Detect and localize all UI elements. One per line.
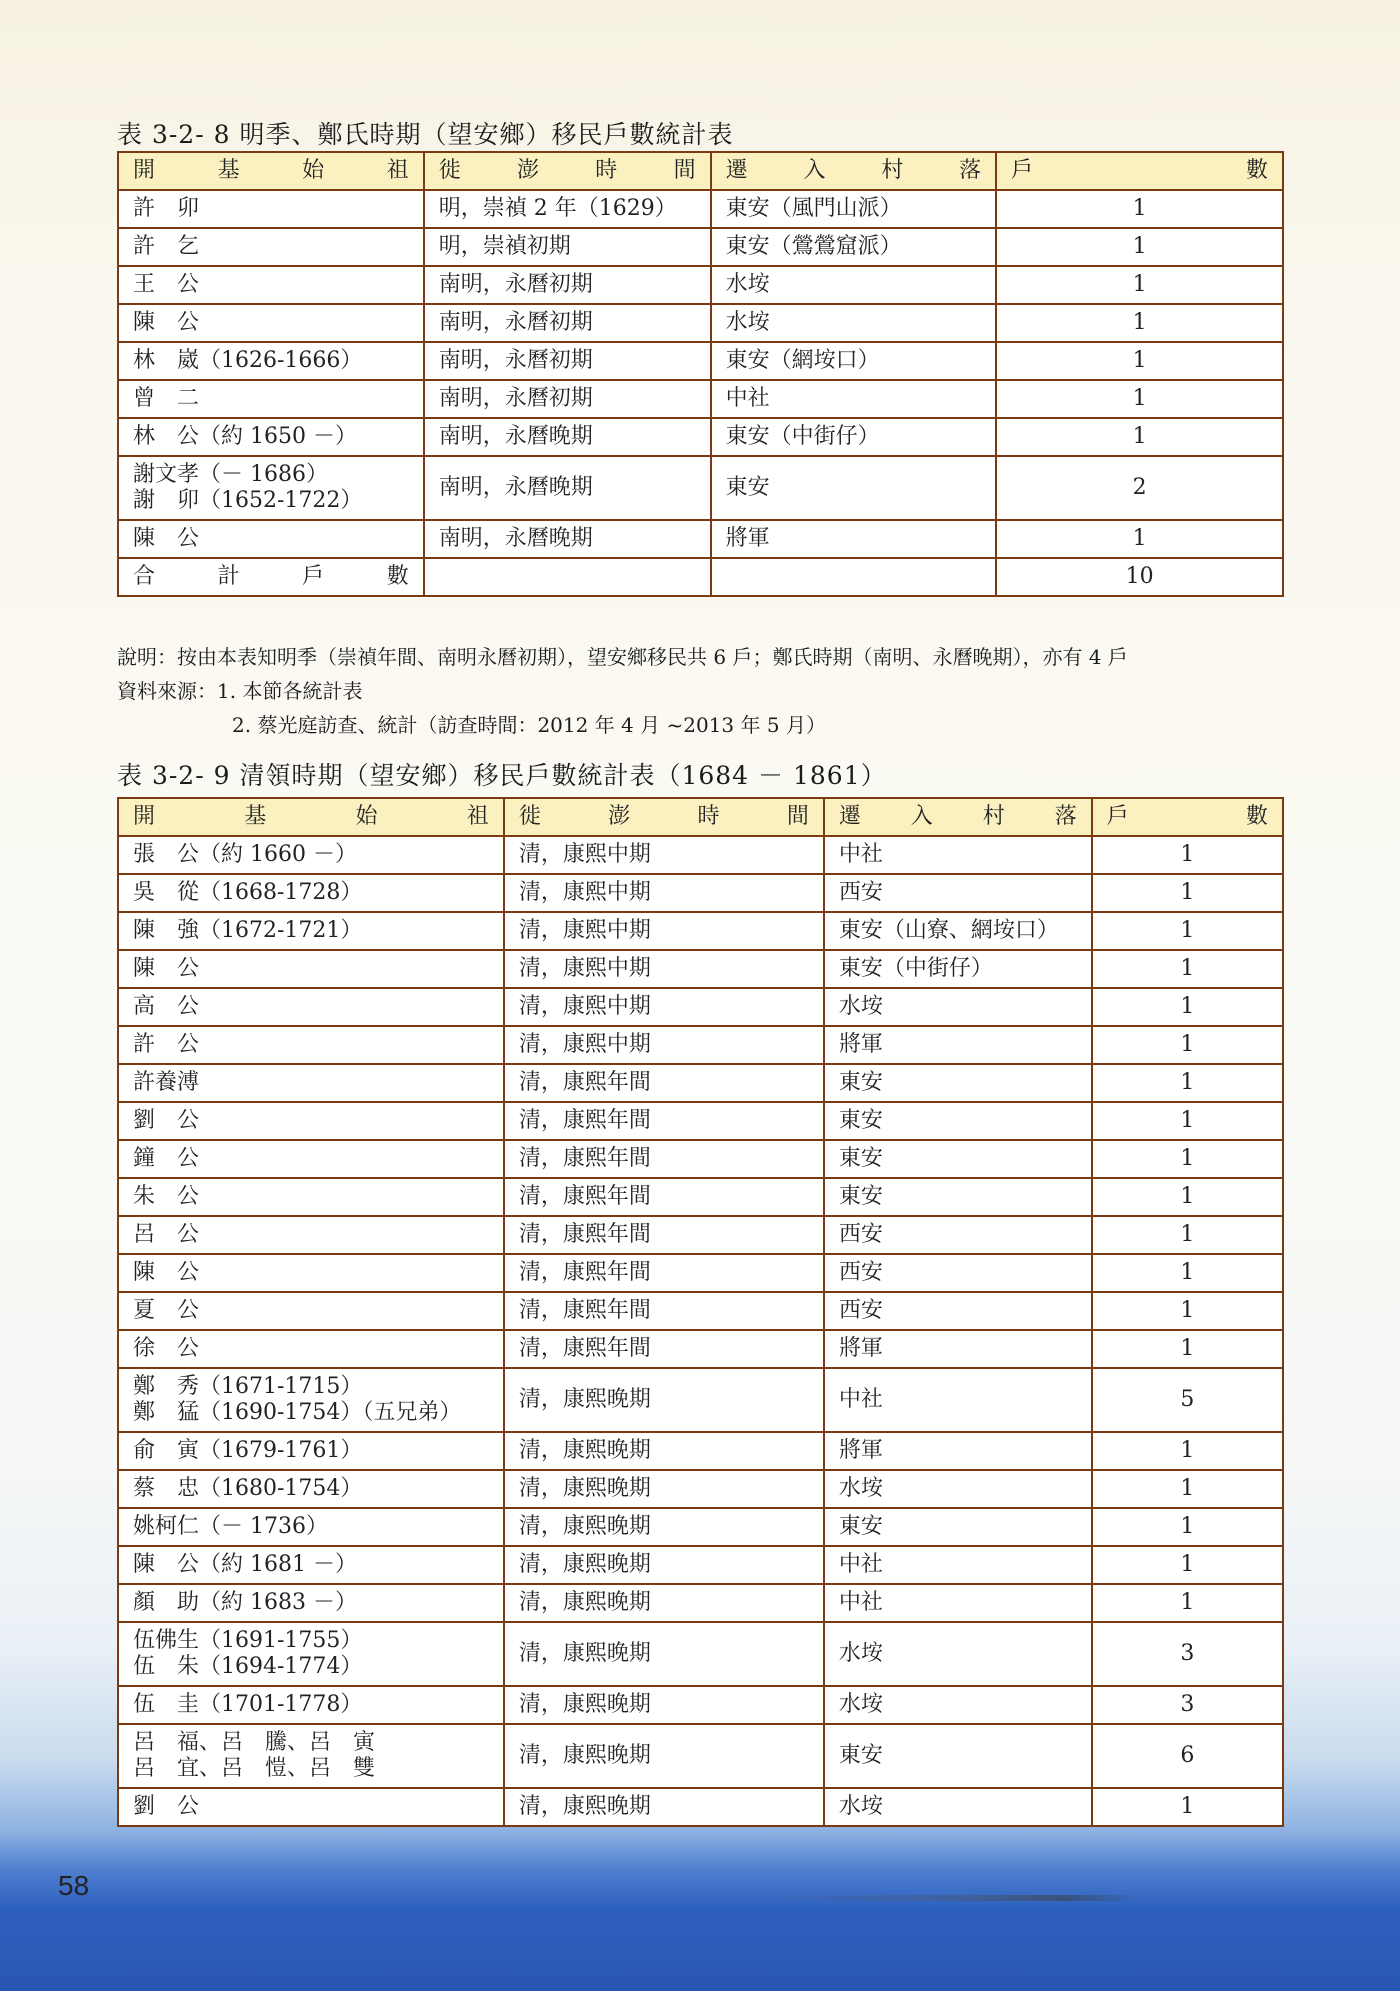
cell-ancestor (118, 1724, 504, 1788)
total-label (118, 558, 424, 596)
cell-village: 水垵 (824, 1686, 1092, 1724)
cell-ancestor (118, 1330, 504, 1368)
cell-village: 將軍 (824, 1026, 1092, 1064)
table-row (118, 950, 1283, 988)
ancestor-name: 姚柯仁（－ 1736） (133, 1514, 328, 1539)
header-households (996, 152, 1283, 190)
cell-households: 2 (996, 456, 1283, 520)
cell-households: 1 (1092, 1178, 1283, 1216)
ancestor-name: 鄭 猛（1690-1754）（五兄弟） (133, 1400, 462, 1425)
cell-households: 1 (1092, 836, 1283, 874)
header-char: 始 (302, 158, 325, 183)
cell-migration-time: 清，康熙年間 (504, 1064, 824, 1102)
table1-header-row (118, 152, 1283, 190)
cell-households: 1 (996, 380, 1283, 418)
header-migration-time (504, 798, 824, 836)
header-migration-time (424, 152, 711, 190)
header-ancestor (118, 152, 424, 190)
header-char: 入 (803, 158, 826, 183)
ancestor-name: 鄭 秀（1671-1715） (133, 1374, 363, 1399)
cell-households: 1 (1092, 1508, 1283, 1546)
ancestor-name: 陳 公（約 1681 －） (133, 1552, 357, 1577)
header-households-label (1011, 158, 1268, 184)
cell-village: 中社 (824, 836, 1092, 874)
cell-ancestor (118, 520, 424, 558)
header-char: 開 (133, 158, 156, 183)
ancestor-name: 呂 宜、呂 愷、呂 雙 (133, 1756, 376, 1781)
cell-households: 1 (1092, 1254, 1283, 1292)
cell-migration-time: 清，康熙年間 (504, 1178, 824, 1216)
header-char: 澎 (517, 158, 540, 183)
cell-ancestor (118, 1140, 504, 1178)
total-row (118, 558, 1283, 596)
cell-households: 1 (996, 342, 1283, 380)
cell-ancestor (118, 342, 424, 380)
cell-households: 1 (1092, 950, 1283, 988)
cell-ancestor (118, 1686, 504, 1724)
cell-households: 1 (1092, 988, 1283, 1026)
table-row (118, 836, 1283, 874)
table-row (118, 1178, 1283, 1216)
header-char: 間 (786, 804, 809, 829)
table2-migrant-households-qing (117, 797, 1284, 1827)
cell-households: 1 (1092, 874, 1283, 912)
cell-households: 1 (1092, 1330, 1283, 1368)
cell-village: 東安（網垵口） (711, 342, 997, 380)
cell-households: 1 (1092, 1102, 1283, 1140)
table-row (118, 1788, 1283, 1826)
table-row (118, 1292, 1283, 1330)
cell-households: 6 (1092, 1724, 1283, 1788)
cell-village: 西安 (824, 1292, 1092, 1330)
cell-households: 1 (1092, 912, 1283, 950)
cell-migration-time: 清，康熙晚期 (504, 1686, 824, 1724)
cell-households: 1 (996, 520, 1283, 558)
cell-village: 東安 (824, 1508, 1092, 1546)
cell-ancestor (118, 1622, 504, 1686)
cell-ancestor (118, 1432, 504, 1470)
cell-village: 東安 (711, 456, 997, 520)
cell-ancestor (118, 1292, 504, 1330)
total-label-text (133, 564, 409, 590)
ancestor-name: 鐘 公 (133, 1146, 200, 1171)
note-source-2: 2. 蔡光庭訪查、統計（訪查時間：2012 年 4 月 ~2013 年 5 月） (232, 713, 826, 737)
cell-ancestor (118, 1470, 504, 1508)
cell-households: 1 (1092, 1064, 1283, 1102)
cell-village: 水垵 (711, 304, 997, 342)
table-row (118, 1470, 1283, 1508)
table-row (118, 1140, 1283, 1178)
cell-migration-time: 清，康熙年間 (504, 1330, 824, 1368)
header-char: 徙 (438, 158, 461, 183)
table-row (118, 1368, 1283, 1432)
ancestor-name: 陳 公 (133, 526, 200, 551)
cell-village: 東安（鶯鶯窟派） (711, 228, 997, 266)
cell-migration-time: 清，康熙年間 (504, 1216, 824, 1254)
table-row (118, 266, 1283, 304)
header-migration-time-label (439, 158, 696, 184)
header-char: 入 (910, 804, 933, 829)
cell-migration-time: 清，康熙晚期 (504, 1470, 824, 1508)
cell-ancestor (118, 1788, 504, 1826)
cell-households: 1 (996, 266, 1283, 304)
ancestor-name: 劉 公 (133, 1108, 200, 1133)
header-migration-time-label (519, 804, 809, 830)
cell-migration-time: 清，康熙晚期 (504, 1368, 824, 1432)
cell-ancestor (118, 1216, 504, 1254)
cell-migration-time: 清，康熙中期 (504, 836, 824, 874)
header-char: 祖 (466, 804, 489, 829)
cell-ancestor (118, 418, 424, 456)
cell-migration-time: 南明，永曆初期 (424, 304, 711, 342)
ancestor-name: 陳 公 (133, 1260, 200, 1285)
header-village (711, 152, 997, 190)
cell-village: 西安 (824, 1254, 1092, 1292)
table-row (118, 456, 1283, 520)
table-row (118, 874, 1283, 912)
cell-migration-time: 南明，永曆初期 (424, 342, 711, 380)
header-char: 開 (133, 804, 156, 829)
cell-households: 1 (1092, 1140, 1283, 1178)
table-row (118, 1026, 1283, 1064)
cell-ancestor (118, 1546, 504, 1584)
table-row (118, 1508, 1283, 1546)
cell-ancestor (118, 1064, 504, 1102)
header-char: 始 (355, 804, 378, 829)
table-row (118, 1330, 1283, 1368)
cell-village: 東安（中街仔） (824, 950, 1092, 988)
table-row (118, 342, 1283, 380)
cell-ancestor (118, 228, 424, 266)
cell-village: 將軍 (824, 1330, 1092, 1368)
ancestor-name: 陳 強（1672-1721） (133, 918, 363, 943)
cell-migration-time: 清，康熙年間 (504, 1292, 824, 1330)
header-char: 間 (673, 158, 696, 183)
cell-households: 1 (996, 190, 1283, 228)
cell-households: 1 (1092, 1026, 1283, 1064)
table1-body (118, 190, 1283, 596)
table-row (118, 228, 1283, 266)
ancestor-name: 伍 朱（1694-1774） (133, 1654, 363, 1679)
ancestor-name: 謝 卯（1652-1722） (133, 488, 363, 513)
header-village (824, 798, 1092, 836)
cell-migration-time: 南明，永曆初期 (424, 380, 711, 418)
ancestor-name: 謝文孝（－ 1686） (133, 462, 328, 487)
cell-migration-time: 明，崇禎 2 年（1629） (424, 190, 711, 228)
cell-village: 東安 (824, 1140, 1092, 1178)
header-char: 數 (1245, 158, 1268, 183)
cell-migration-time: 清，康熙晚期 (504, 1622, 824, 1686)
table-row (118, 1584, 1283, 1622)
cell-village: 將軍 (824, 1432, 1092, 1470)
cell-migration-time: 南明，永曆晚期 (424, 456, 711, 520)
cell-ancestor (118, 456, 424, 520)
cell-migration-time: 清，康熙中期 (504, 912, 824, 950)
cell-ancestor (118, 988, 504, 1026)
table-row (118, 1216, 1283, 1254)
cell-households: 1 (1092, 1470, 1283, 1508)
ancestor-name: 吳 從（1668-1728） (133, 880, 363, 905)
header-char: 落 (1054, 804, 1077, 829)
cell-ancestor (118, 950, 504, 988)
cell-ancestor (118, 912, 504, 950)
cell-ancestor (118, 874, 504, 912)
ancestor-name: 林 公（約 1650 －） (133, 424, 357, 449)
cell-households: 1 (1092, 1584, 1283, 1622)
ancestor-name: 徐 公 (133, 1336, 200, 1361)
table-row (118, 1546, 1283, 1584)
cell-migration-time: 清，康熙年間 (504, 1102, 824, 1140)
total-empty-cell (711, 558, 997, 596)
table-row (118, 1064, 1283, 1102)
table1-caption: 表 3-2- 8 明季、鄭氏時期（望安鄉）移民戶數統計表 (117, 120, 734, 149)
cell-ancestor (118, 304, 424, 342)
cell-households: 5 (1092, 1368, 1283, 1432)
header-char: 村 (982, 804, 1005, 829)
header-char: 澎 (608, 804, 631, 829)
cell-village: 中社 (824, 1368, 1092, 1432)
ancestor-name: 朱 公 (133, 1184, 200, 1209)
cell-village: 東安 (824, 1064, 1092, 1102)
ancestor-name: 張 公（約 1660 －） (133, 842, 357, 867)
cell-village: 東安 (824, 1102, 1092, 1140)
cell-ancestor (118, 836, 504, 874)
header-char: 村 (881, 158, 904, 183)
cell-village: 水垵 (824, 1470, 1092, 1508)
cell-ancestor (118, 1178, 504, 1216)
cell-village: 東安（山寮、網垵口） (824, 912, 1092, 950)
header-char: 基 (244, 804, 267, 829)
cell-migration-time: 南明，永曆初期 (424, 266, 711, 304)
table-row (118, 1254, 1283, 1292)
cell-village: 水垵 (711, 266, 997, 304)
cell-households: 1 (996, 304, 1283, 342)
cell-ancestor (118, 1102, 504, 1140)
ancestor-name: 許 卯 (133, 196, 200, 221)
table2-body (118, 836, 1283, 1826)
note-source-1: 資料來源：1. 本節各統計表 (117, 679, 363, 703)
ancestor-name: 許養溥 (133, 1070, 200, 1095)
cell-migration-time: 清，康熙晚期 (504, 1788, 824, 1826)
total-label-char: 合 (133, 564, 156, 589)
ancestor-name: 呂 公 (133, 1222, 200, 1247)
cell-ancestor (118, 1026, 504, 1064)
cell-migration-time: 清，康熙晚期 (504, 1724, 824, 1788)
cell-village: 中社 (711, 380, 997, 418)
ancestor-name: 高 公 (133, 994, 200, 1019)
sea-horizon-island (760, 1895, 1140, 1901)
ancestor-name: 呂 福、呂 騰、呂 寅 (133, 1730, 376, 1755)
ancestor-name: 王 公 (133, 272, 200, 297)
header-village-label (726, 158, 982, 184)
cell-village: 水垵 (824, 1622, 1092, 1686)
table-row (118, 1102, 1283, 1140)
ancestor-name: 伍 圭（1701-1778） (133, 1692, 363, 1717)
cell-ancestor (118, 1584, 504, 1622)
cell-ancestor (118, 190, 424, 228)
cell-ancestor (118, 1368, 504, 1432)
header-households-label (1107, 804, 1268, 830)
header-village-label (839, 804, 1077, 830)
header-char: 戶 (1106, 804, 1129, 829)
cell-households: 3 (1092, 1622, 1283, 1686)
total-empty-cell (424, 558, 711, 596)
header-char: 祖 (386, 158, 409, 183)
total-label-char: 戶 (302, 564, 325, 589)
ancestor-name: 許 乞 (133, 234, 200, 259)
header-char: 數 (1245, 804, 1268, 829)
cell-migration-time: 明，崇禎初期 (424, 228, 711, 266)
header-char: 基 (217, 158, 240, 183)
cell-households: 1 (1092, 1788, 1283, 1826)
cell-migration-time: 清，康熙中期 (504, 988, 824, 1026)
cell-village: 西安 (824, 874, 1092, 912)
page-number: 58 (58, 1870, 90, 1901)
cell-village: 東安（中街仔） (711, 418, 997, 456)
cell-migration-time: 清，康熙晚期 (504, 1508, 824, 1546)
cell-migration-time: 清，康熙中期 (504, 1026, 824, 1064)
header-char: 落 (959, 158, 982, 183)
cell-village: 水垵 (824, 988, 1092, 1026)
cell-village: 西安 (824, 1216, 1092, 1254)
total-label-char: 計 (217, 564, 240, 589)
header-char: 戶 (1011, 158, 1034, 183)
cell-migration-time: 清，康熙晚期 (504, 1546, 824, 1584)
ancestor-name: 許 公 (133, 1032, 200, 1057)
table-row (118, 1686, 1283, 1724)
table-row (118, 1622, 1283, 1686)
header-char: 遷 (838, 804, 861, 829)
ancestor-name: 陳 公 (133, 956, 200, 981)
ancestor-name: 伍佛生（1691-1755） (133, 1628, 363, 1653)
cell-village: 將軍 (711, 520, 997, 558)
cell-village: 東安 (824, 1178, 1092, 1216)
table-row (118, 520, 1283, 558)
cell-migration-time: 清，康熙年間 (504, 1140, 824, 1178)
table-row (118, 190, 1283, 228)
cell-households: 1 (1092, 1216, 1283, 1254)
table1-migrant-households-ming-zheng (117, 151, 1284, 597)
ancestor-name: 陳 公 (133, 310, 200, 335)
cell-households: 1 (1092, 1432, 1283, 1470)
notes-block (117, 640, 1128, 742)
cell-migration-time: 清，康熙晚期 (504, 1584, 824, 1622)
table2-header-row (118, 798, 1283, 836)
table2-caption: 表 3-2- 9 清領時期（望安鄉）移民戶數統計表（1684 － 1861） (117, 761, 887, 790)
header-char: 時 (697, 804, 720, 829)
header-households (1092, 798, 1283, 836)
cell-village: 中社 (824, 1546, 1092, 1584)
ancestor-name: 顏 助（約 1683 －） (133, 1590, 357, 1615)
cell-migration-time: 清，康熙晚期 (504, 1432, 824, 1470)
table-row (118, 380, 1283, 418)
table-row (118, 912, 1283, 950)
total-label-char: 數 (386, 564, 409, 589)
ancestor-name: 俞 寅（1679-1761） (133, 1438, 363, 1463)
table-row (118, 988, 1283, 1026)
cell-migration-time: 清，康熙年間 (504, 1254, 824, 1292)
cell-village: 水垵 (824, 1788, 1092, 1826)
cell-ancestor (118, 1254, 504, 1292)
table-row (118, 304, 1283, 342)
cell-village: 東安 (824, 1724, 1092, 1788)
cell-migration-time: 清，康熙中期 (504, 874, 824, 912)
cell-households: 1 (996, 418, 1283, 456)
header-ancestor (118, 798, 504, 836)
header-char: 徙 (518, 804, 541, 829)
table-row (118, 1724, 1283, 1788)
cell-households: 1 (1092, 1292, 1283, 1330)
ancestor-name: 林 崴（1626-1666） (133, 348, 363, 373)
header-ancestor-label (133, 158, 409, 184)
cell-households: 1 (1092, 1546, 1283, 1584)
table-row (118, 1432, 1283, 1470)
cell-migration-time: 南明，永曆晚期 (424, 418, 711, 456)
table-row (118, 418, 1283, 456)
header-char: 遷 (725, 158, 748, 183)
cell-migration-time: 南明，永曆晚期 (424, 520, 711, 558)
cell-migration-time: 清，康熙中期 (504, 950, 824, 988)
header-char: 時 (595, 158, 618, 183)
cell-ancestor (118, 266, 424, 304)
cell-village: 中社 (824, 1584, 1092, 1622)
header-ancestor-label (133, 804, 489, 830)
cell-households: 3 (1092, 1686, 1283, 1724)
total-value: 10 (996, 558, 1283, 596)
note-explanation: 說明：按由本表知明季（崇禎年間、南明永曆初期），望安鄉移民共 6 戶；鄭氏時期（南明、永曆晚期），亦有 4 戶 (117, 645, 1128, 669)
ancestor-name: 劉 公 (133, 1794, 200, 1819)
cell-households: 1 (996, 228, 1283, 266)
ancestor-name: 夏 公 (133, 1298, 200, 1323)
cell-ancestor (118, 380, 424, 418)
ancestor-name: 蔡 忠（1680-1754） (133, 1476, 363, 1501)
cell-ancestor (118, 1508, 504, 1546)
cell-village: 東安（風門山派） (711, 190, 997, 228)
ancestor-name: 曾 二 (133, 386, 200, 411)
